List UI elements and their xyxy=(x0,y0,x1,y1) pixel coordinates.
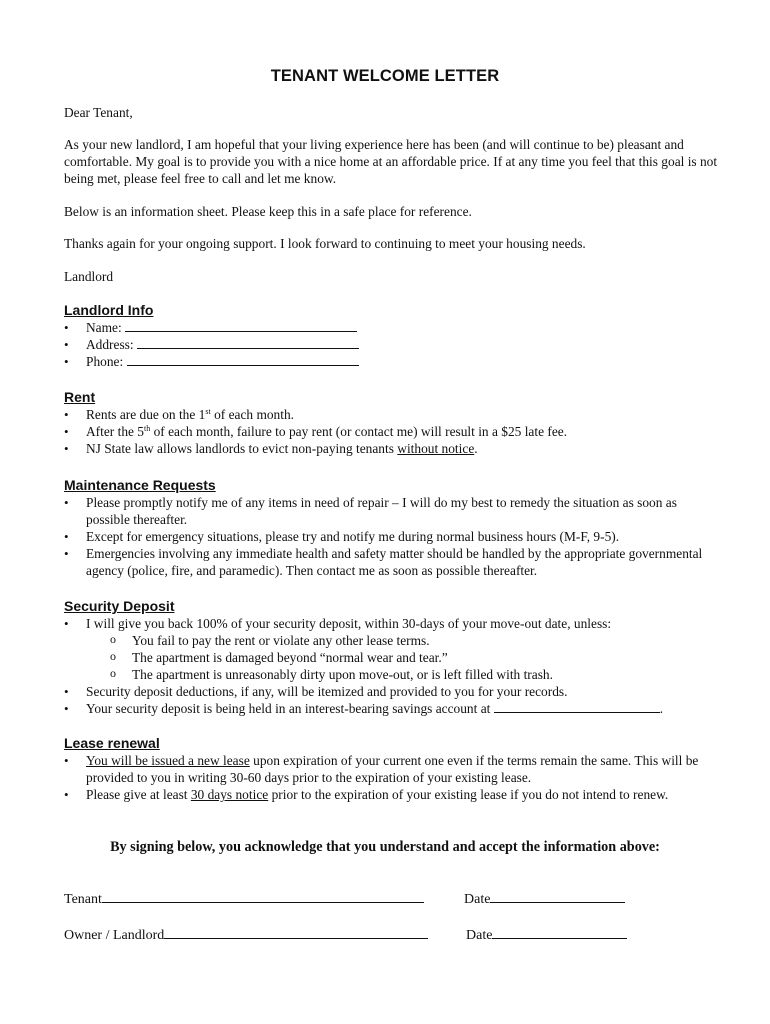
notice-text: Please give at least xyxy=(86,787,191,802)
landlord-phone-item xyxy=(64,353,714,370)
eviction-item xyxy=(64,440,714,457)
maintenance-item-hours: • Except for emergency situations, please try and notify me during normal business hours (M-F, 9-5). xyxy=(64,528,714,545)
owner-date-label: Date xyxy=(466,928,493,943)
intro-paragraph: As your new landlord, I am hopeful that your living experience here has been (and will continue to be) pleasant and comfortable. My goal is to provide you with a nice home at an affordable price. If at any time you feel that this goal is not being met, please feel free to call and let me know. xyxy=(64,137,718,186)
deposit-deductions-item: • Security deposit deductions, if any, will be itemized and provided to you for your records. xyxy=(64,683,714,700)
tenant-signature-row xyxy=(64,890,724,909)
rent-due-item xyxy=(64,406,714,423)
eviction-text: NJ State law allows landlords to evict non-paying tenants xyxy=(86,441,398,456)
tenant-date-group xyxy=(464,890,625,909)
owner-date-field[interactable] xyxy=(492,926,627,939)
deposit-account-text: Your security deposit is being held in an interest-bearing savings account at xyxy=(86,701,494,716)
deposit-account-item xyxy=(64,700,714,717)
owner-date-group xyxy=(466,926,627,945)
new-lease-item xyxy=(64,752,714,786)
maintenance-item-emergency: • Emergencies involving any immediate health and safety matter should be handled by the appropriate governmental agency (police, fire, and paramedic). Then contact me as soon as possible thereafter. xyxy=(64,545,714,579)
deposit-condition-dirty: o The apartment is unreasonably dirty upon move-out, or is left filled with trash. xyxy=(64,666,714,683)
deposit-conditions-list xyxy=(64,632,714,683)
tenant-date-label: Date xyxy=(464,892,491,907)
deposit-account-field[interactable] xyxy=(494,700,660,713)
security-deposit-heading: Security Deposit xyxy=(64,598,175,614)
deposit-return-item xyxy=(64,615,714,683)
new-lease-text-end: upon expiration of your current one even if the terms remain the same. This will be provided to you in writing 30-60 days prior to the expiration of your existing lease. xyxy=(86,753,699,785)
rent-due-text: Rents are due on the 1 xyxy=(86,407,206,422)
tenant-label: Tenant xyxy=(64,892,102,907)
landlord-info-heading: Landlord Info xyxy=(64,302,154,318)
maintenance-item-repair: • Please promptly notify me of any items in need of repair – I will do my best to remedy the situation as soon as possible thereafter. xyxy=(64,494,714,528)
landlord-name-field[interactable] xyxy=(125,319,357,332)
owner-signature-row xyxy=(64,926,724,945)
acknowledgement-statement: By signing below, you acknowledge that you understand and accept the information above: xyxy=(110,839,660,855)
notice-item xyxy=(64,786,714,803)
landlord-address-item xyxy=(64,336,714,353)
new-lease-text: You will be issued a new lease xyxy=(86,753,250,768)
late-fee-text-end: of each month, failure to pay rent (or contact me) will result in a $25 late fee. xyxy=(150,424,568,439)
landlord-name-label: Name: xyxy=(86,320,122,335)
eviction-text-end: . xyxy=(474,441,478,456)
page-title: TENANT WELCOME LETTER xyxy=(270,67,500,85)
owner-signature-field[interactable] xyxy=(164,926,428,939)
lease-renewal-list xyxy=(64,752,714,803)
rent-list xyxy=(64,406,714,457)
late-fee-sup: th xyxy=(144,424,151,433)
landlord-phone-label: Phone: xyxy=(86,354,124,369)
landlord-info-list xyxy=(64,319,714,370)
landlord-address-label: Address: xyxy=(86,337,134,352)
maintenance-list xyxy=(64,494,714,579)
owner-label: Owner / Landlord xyxy=(64,928,165,943)
security-deposit-list xyxy=(64,615,714,717)
landlord-phone-field[interactable] xyxy=(127,353,359,366)
tenant-signature-field[interactable] xyxy=(102,890,424,903)
late-fee-text: After the 5 xyxy=(86,424,145,439)
rent-due-sup: st xyxy=(205,407,211,416)
info-sheet-paragraph: Below is an information sheet. Please keep this in a safe place for reference. xyxy=(64,204,472,219)
thirty-days-notice-text: 30 days notice xyxy=(190,787,269,802)
lease-renewal-heading: Lease renewal xyxy=(64,735,160,751)
landlord-name-item xyxy=(64,319,714,336)
tenant-date-field[interactable] xyxy=(490,890,625,903)
without-notice-text: without notice xyxy=(397,441,475,456)
signoff: Landlord xyxy=(64,269,114,284)
late-fee-item xyxy=(64,423,714,440)
rent-heading: Rent xyxy=(64,389,96,405)
landlord-address-field[interactable] xyxy=(137,336,359,349)
deposit-account-period: . xyxy=(659,701,664,716)
rent-due-text-end: of each month. xyxy=(210,407,295,422)
maintenance-heading: Maintenance Requests xyxy=(64,477,216,493)
deposit-condition-rent: o You fail to pay the rent or violate any other lease terms. xyxy=(64,632,714,649)
salutation: Dear Tenant, xyxy=(64,105,133,120)
deposit-return-text: I will give you back 100% of your security deposit, within 30-days of your move-out date, unless: xyxy=(86,616,612,631)
notice-text-end: prior to the expiration of your existing lease if you do not intend to renew. xyxy=(268,787,669,802)
thanks-paragraph: Thanks again for your ongoing support. I look forward to continuing to meet your housing needs. xyxy=(64,236,586,251)
deposit-condition-damage: o The apartment is damaged beyond “normal wear and tear.” xyxy=(64,649,714,666)
